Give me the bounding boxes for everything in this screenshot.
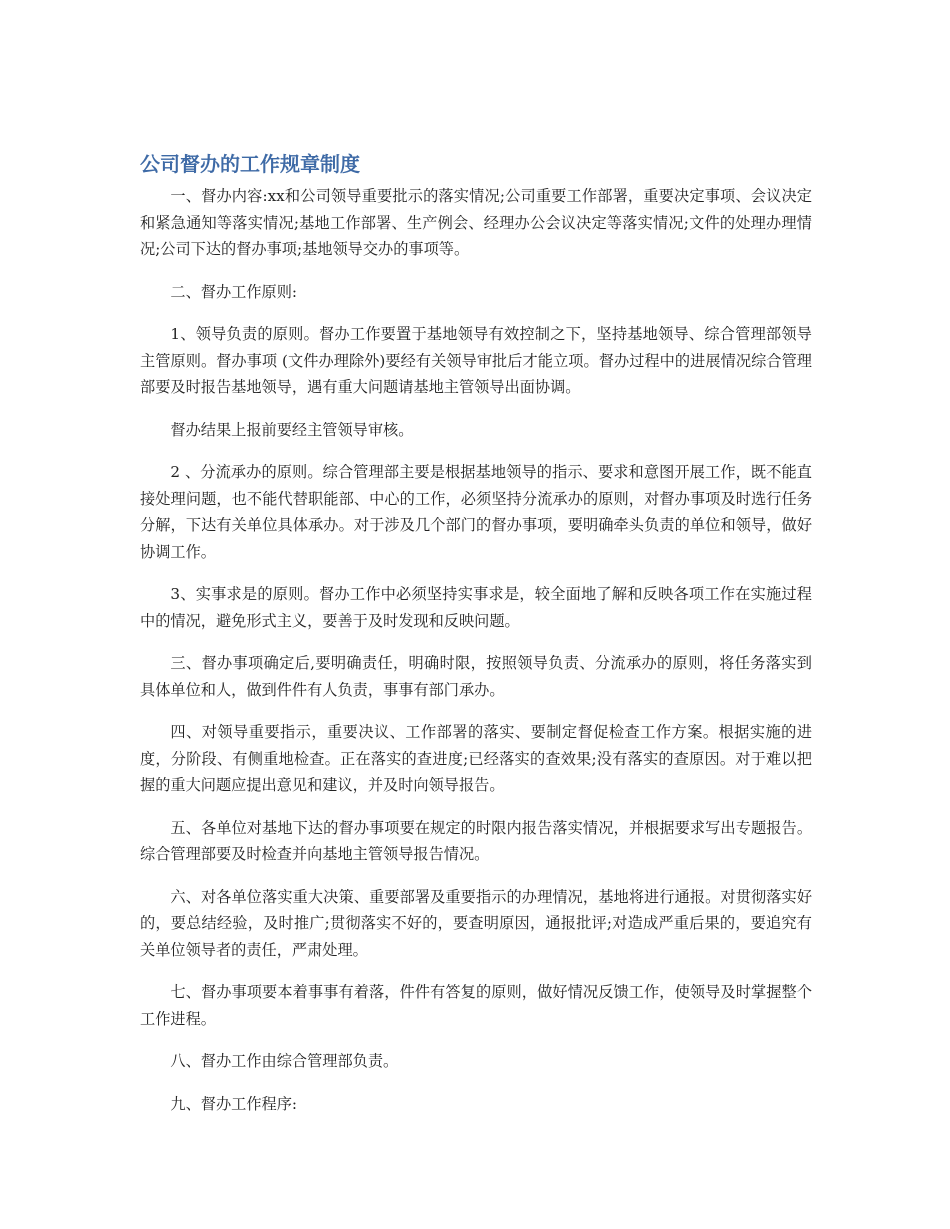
paragraph-principle-distribution: 2 、分流承办的原则。综合管理部主要是根据基地领导的指示、要求和意图开展工作，既不能直接处理问题，也不能代替职能部、中心的工作，必须坚持分流承办的原则，对督办事项及时选行任务分解，下达有关单位具体承办。对于涉及几个部门的督办事项，要明确牵头负责的单位和领导，做好协调工作。 bbox=[140, 463, 812, 561]
paragraph-procedure-heading: 九、督办工作程序: bbox=[170, 1094, 298, 1113]
paragraph-responsible-dept: 八、督办工作由综合管理部负责。 bbox=[170, 1052, 399, 1070]
paragraph-principles-heading: 二、督办工作原则: bbox=[170, 282, 298, 301]
paragraph-supervision-content: 一、督办内容:xx和公司领导重要批示的落实情况;公司重要工作部署，重要决定事项、会议决定和紧急通知等落实情况;基地工作部署、生产例会、经理办公会议决定等落实情况;文件的处理办理情况;公司下达的督办事项;基地领导交办的事项等。 bbox=[140, 187, 812, 258]
paragraph-notification: 六、对各单位落实重大决策、重要部署及重要指示的办理情况，基地将进行通报。对贯彻落实好的，要总结经验，及时推广;贯彻落实不好的，要查明原因，通报批评;对造成严重后果的，要追究有关单位领导者的责任，严肃处理。 bbox=[140, 887, 812, 959]
paragraph-principle-realism: 3、实事求是的原则。督办工作中必须坚持实事求是，较全面地了解和反映各项工作在实施过程中的情况，避免形式主义，要善于及时发现和反映问题。 bbox=[140, 585, 812, 630]
paragraph-responsibility: 三、督办事项确定后,要明确责任，明确时限，按照领导负责、分流承办的原则，将任务落实到具体单位和人，做到件件有人负责，事事有部门承办。 bbox=[140, 654, 812, 699]
document-body bbox=[140, 183, 812, 1133]
paragraph-inspection-plan: 四、对领导重要指示，重要决议、工作部署的落实、要制定督促检查工作方案。根据实施的进度，分阶段、有侧重地检查。正在落实的查进度;已经落实的查效果;没有落实的查原因。对于难以把握的重大问题应提出意见和建议，并及时向领导报告。 bbox=[140, 723, 812, 794]
paragraph-result-review: 督办结果上报前要经主管领导审核。 bbox=[170, 420, 414, 439]
paragraph-feedback: 七、督办事项要本着事事有着落，件件有答复的原则，做好情况反馈工作，使领导及时掌握整个工作进程。 bbox=[140, 983, 812, 1028]
paragraph-principle-leadership: 1、领导负责的原则。督办工作要置于基地领导有效控制之下，坚持基地领导、综合管理部领导主管原则。督办事项 (文件办理除外)要经有关领导审批后才能立项。督办过程中的进展情况综合管理部要及时报告基地领导，遇有重大问题请基地主管领导出面协调。 bbox=[140, 325, 812, 396]
document-title: 公司督办的工作规章制度 bbox=[140, 152, 360, 176]
paragraph-reporting: 五、各单位对基地下达的督办事项要在规定的时限内报告落实情况，并根据要求写出专题报告。综合管理部要及时检查并向基地主管领导报告情况。 bbox=[140, 818, 812, 863]
